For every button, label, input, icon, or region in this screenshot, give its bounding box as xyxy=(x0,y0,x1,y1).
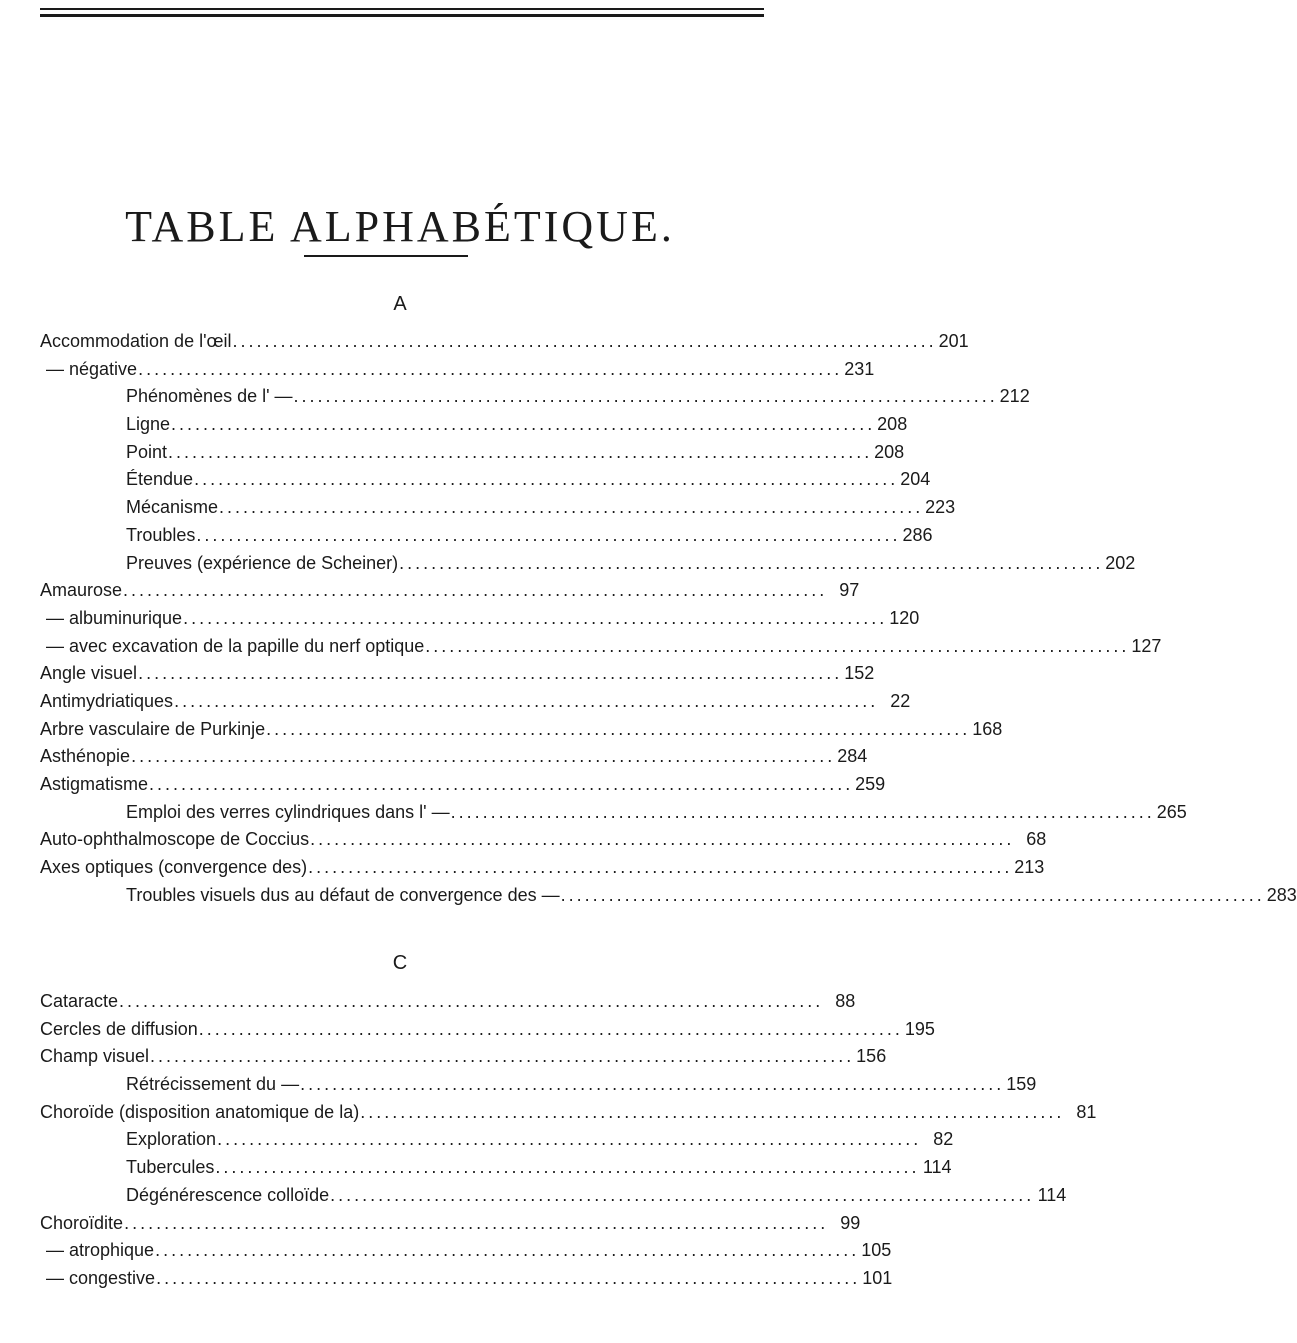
index-entry xyxy=(0,494,956,522)
entry-text: Troubles xyxy=(126,524,196,545)
entry-page-number: 286 xyxy=(902,524,933,545)
dot-leader xyxy=(156,1265,856,1293)
dot-leader xyxy=(294,383,994,411)
entry-text: Tubercules xyxy=(126,1157,215,1178)
dot-leader xyxy=(217,1126,917,1154)
entry-page-number: 120 xyxy=(889,607,920,628)
index-list-c xyxy=(0,988,1097,1293)
dot-leader xyxy=(233,328,933,356)
dot-leader xyxy=(168,439,868,467)
top-rule-thin xyxy=(40,8,764,10)
entry-text: Étendue xyxy=(126,469,194,490)
entry-text: Angle visuel xyxy=(40,663,138,684)
entry-page-number: 195 xyxy=(904,1018,935,1039)
dot-leader xyxy=(174,688,874,716)
index-entry xyxy=(0,716,1003,744)
index-entry xyxy=(0,550,1136,578)
index-entry xyxy=(0,1210,861,1238)
top-rule-thick xyxy=(40,14,764,17)
entry-page-number: 283 xyxy=(1266,884,1297,905)
entry-page-number: 231 xyxy=(844,358,875,379)
entry-text: Axes optiques (convergence des) xyxy=(40,857,308,878)
index-entry xyxy=(0,466,931,494)
entry-text: Astigmatisme xyxy=(40,774,149,794)
index-entry xyxy=(0,605,920,633)
index-entry xyxy=(0,1126,954,1154)
entry-text: — avec excavation de la papille du nerf optique xyxy=(46,635,425,656)
entry-text: Mécanisme xyxy=(126,497,219,518)
entry-text: Phénomènes de l' — xyxy=(126,386,293,407)
entry-text: Amaurose xyxy=(40,580,123,601)
entry-page-number: 159 xyxy=(1006,1074,1037,1095)
dot-leader xyxy=(399,550,1099,578)
index-entry xyxy=(0,799,1187,827)
entry-text: Preuves (expérience de Scheiner) xyxy=(126,552,399,573)
entry-page-number: 213 xyxy=(1014,857,1045,878)
index-entry xyxy=(0,854,1045,882)
section-letter-c: C xyxy=(392,952,408,974)
dot-leader xyxy=(194,466,894,494)
entry-page-number: 22 xyxy=(890,690,911,711)
entry-page-number: 127 xyxy=(1131,635,1162,656)
index-entry xyxy=(0,1265,893,1293)
entry-page-number: 259 xyxy=(855,774,886,794)
entry-text: — albuminurique xyxy=(46,607,183,628)
entry-text: Emploi des verres cylindriques dans l' — xyxy=(126,801,450,822)
entry-page-number: 202 xyxy=(1105,552,1136,573)
index-entry xyxy=(0,1016,935,1044)
entry-page-number: 99 xyxy=(840,1212,861,1233)
entry-text: — négative xyxy=(46,358,138,379)
entry-text: — atrophique xyxy=(46,1240,155,1261)
dot-leader xyxy=(310,826,1010,854)
dot-leader xyxy=(451,799,1151,827)
dot-leader xyxy=(561,882,1261,910)
dot-leader xyxy=(119,988,819,1016)
index-entry xyxy=(0,988,856,1016)
dot-leader xyxy=(330,1182,1030,1210)
index-entry xyxy=(0,743,868,771)
entry-text: Asthénopie xyxy=(40,746,131,767)
entry-text: Point xyxy=(126,441,168,462)
dot-leader xyxy=(123,577,823,605)
index-entry xyxy=(0,1099,1097,1127)
dot-leader xyxy=(171,411,871,439)
dot-leader xyxy=(131,743,831,771)
entry-page-number: 114 xyxy=(1037,1184,1067,1205)
entry-page-number: 212 xyxy=(999,386,1030,407)
title-underline xyxy=(304,255,468,257)
entry-page-number: 81 xyxy=(1076,1101,1097,1122)
entry-text: Rétrécissement du — xyxy=(126,1074,300,1095)
index-entry xyxy=(0,882,1297,910)
index-entry xyxy=(0,356,875,384)
entry-page-number: 156 xyxy=(856,1046,887,1067)
entry-page-number: 88 xyxy=(835,991,856,1011)
index-entry xyxy=(0,1182,1067,1210)
dot-leader xyxy=(308,854,1008,882)
entry-page-number: 82 xyxy=(933,1129,954,1150)
dot-leader xyxy=(155,1237,855,1265)
entry-text: Cataracte xyxy=(40,991,119,1011)
dot-leader xyxy=(199,1016,899,1044)
page-title: TABLE ALPHABÉTIQUE. xyxy=(125,202,675,252)
dot-leader xyxy=(300,1071,1000,1099)
entry-text: Arbre vasculaire de Purkinje xyxy=(40,718,266,739)
entry-page-number: 101 xyxy=(862,1267,893,1288)
index-entry xyxy=(0,1154,952,1182)
entry-page-number: 152 xyxy=(844,663,875,684)
index-entry xyxy=(0,411,908,439)
entry-text: Accommodation de l'œil xyxy=(40,331,232,351)
index-entry xyxy=(0,826,1047,854)
entry-text: Choroïdite xyxy=(40,1212,124,1233)
dot-leader xyxy=(138,356,838,384)
dot-leader xyxy=(266,716,966,744)
dot-leader xyxy=(425,633,1125,661)
index-entry xyxy=(0,522,933,550)
index-entry xyxy=(0,771,886,799)
dot-leader xyxy=(219,494,919,522)
dot-leader xyxy=(124,1210,824,1238)
dot-leader xyxy=(149,771,849,799)
index-entry xyxy=(0,1043,887,1071)
entry-page-number: 105 xyxy=(861,1240,892,1261)
dot-leader xyxy=(138,660,838,688)
entry-text: — congestive xyxy=(46,1267,156,1288)
entry-page-number: 68 xyxy=(1026,829,1047,850)
index-entry xyxy=(0,660,875,688)
index-entry xyxy=(0,383,1030,411)
entry-text: Choroïde (disposition anatomique de la) xyxy=(40,1101,360,1122)
dot-leader xyxy=(183,605,883,633)
entry-text: Antimydriatiques xyxy=(40,690,174,711)
entry-page-number: 114 xyxy=(922,1157,952,1178)
entry-page-number: 223 xyxy=(925,497,956,518)
entry-page-number: 201 xyxy=(938,331,969,351)
entry-text: Dégénérescence colloïde xyxy=(126,1184,330,1205)
index-entry xyxy=(0,688,911,716)
entry-page-number: 208 xyxy=(877,414,908,435)
entry-text: Champ visuel xyxy=(40,1046,150,1067)
entry-text: Auto-ophthalmoscope de Coccius xyxy=(40,829,310,850)
entry-page-number: 204 xyxy=(900,469,931,490)
index-list-a xyxy=(0,328,1297,909)
index-entry xyxy=(0,1237,892,1265)
entry-page-number: 265 xyxy=(1156,801,1187,822)
index-entry xyxy=(0,1071,1037,1099)
dot-leader xyxy=(360,1099,1060,1127)
entry-page-number: 97 xyxy=(839,580,860,601)
entry-page-number: 208 xyxy=(874,441,905,462)
entry-page-number: 284 xyxy=(837,746,868,767)
dot-leader xyxy=(196,522,896,550)
index-entry xyxy=(0,577,860,605)
dot-leader xyxy=(215,1154,915,1182)
entry-text: Exploration xyxy=(126,1129,217,1150)
section-letter-a: A xyxy=(393,293,407,315)
index-entry xyxy=(0,439,905,467)
entry-text: Ligne xyxy=(126,414,171,435)
entry-text: Cercles de diffusion xyxy=(40,1018,198,1039)
index-entry xyxy=(0,633,1162,661)
dot-leader xyxy=(150,1043,850,1071)
entry-text: Troubles visuels dus au défaut de convergence des — xyxy=(126,884,560,905)
index-entry xyxy=(0,328,969,356)
entry-page-number: 168 xyxy=(972,718,1003,739)
